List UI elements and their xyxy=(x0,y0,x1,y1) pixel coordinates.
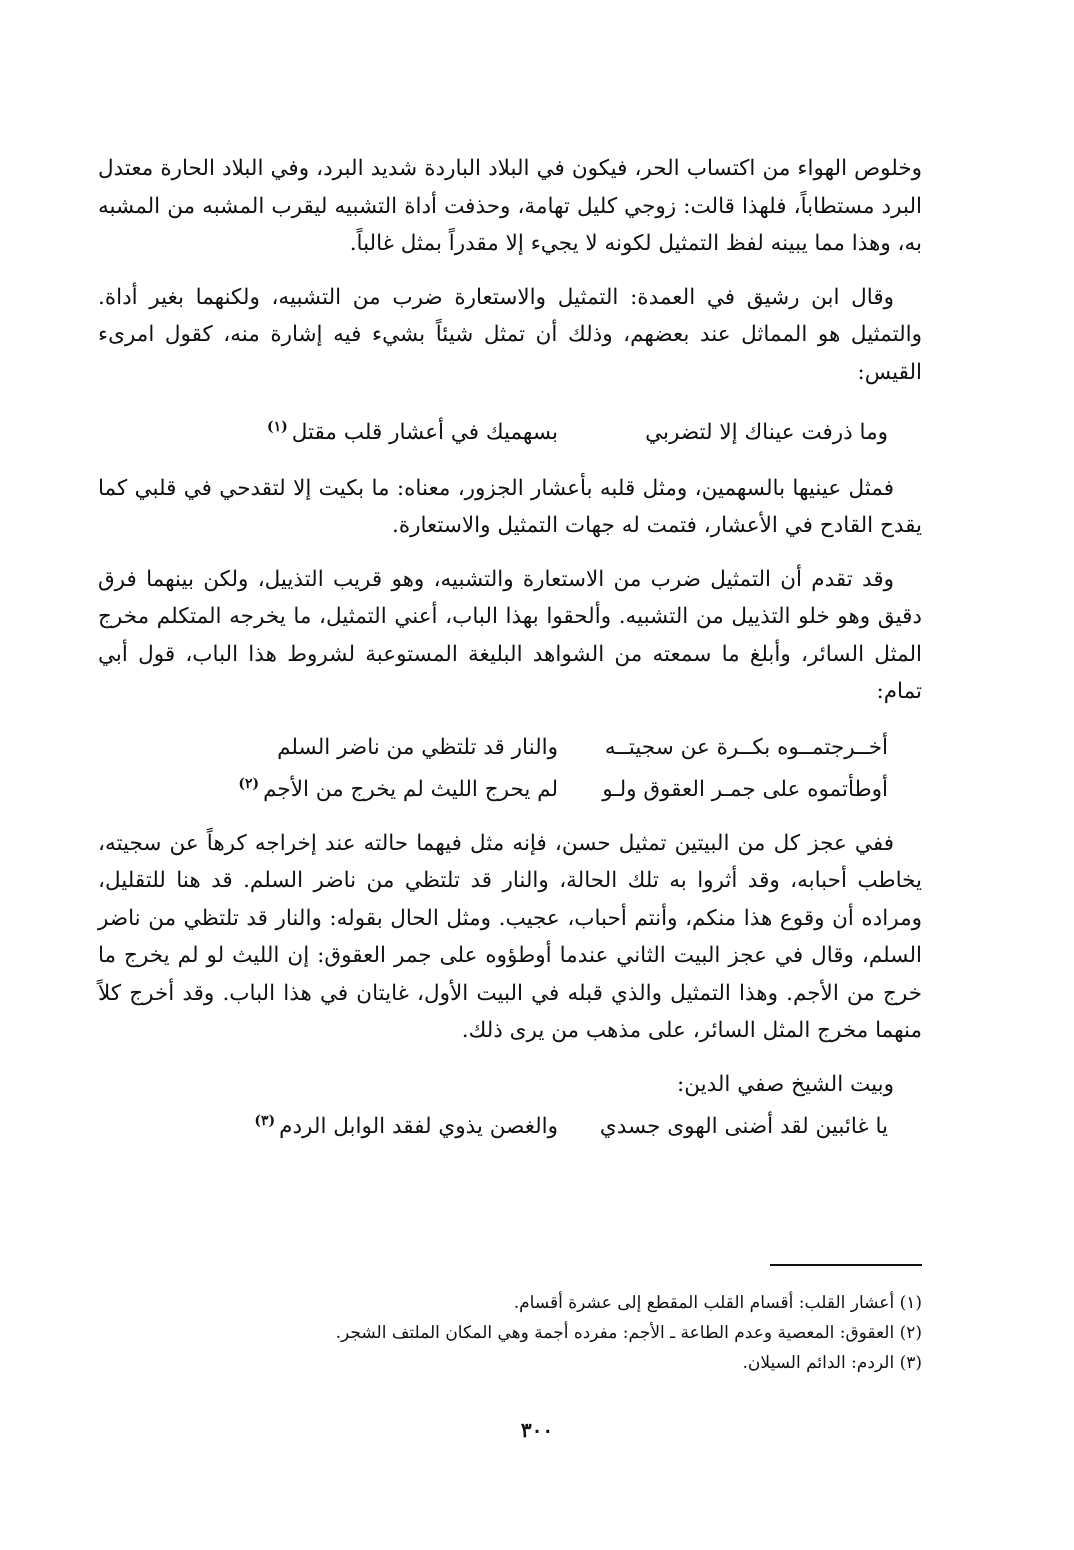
paragraph-4: وقد تقدم أن التمثيل ضرب من الاستعارة والتشبيه، وهو قريب التذييل، ولكن بينهما فرق دقيق وهو خلو التذييل من التشبيه. وألحقوا بهذا الباب، أعني التمثيل، ما يخرجه المتكلم مخرج المثل السائر، وأبلغ ما سمعته من الشواهد البليغة المستوعبة لشروط هذا الباب، قول أبي تمام: xyxy=(98,566,922,704)
verse-1-second-hemistich xyxy=(248,409,558,452)
main-text xyxy=(98,150,922,1146)
footnote-3: (٣) الردم: الدائم السيلان. xyxy=(742,1353,922,1373)
verse-1-second-text: بسهميك في أعشار قلب مقتل xyxy=(291,420,558,445)
verse-line-1 xyxy=(98,409,922,452)
paragraph-5: ففي عجز كل من البيتين تمثيل حسن، فإنه مثل فيهما حالته عند إخراجه كرهاً عن سجيته، يخاطب أحبابه، وقد أثروا به تلك الحالة، والنار قد تلتظي من ناضر السلم. قد هنا للتقليل، ومراده أن وقوع هذا منكم، وأنتم أحباب، عجيب. ومثل الحال بقوله: والنار قد تلتظي من ناضر السلم، وقال في عجز البيت الثاني عندما أوطؤوه على جمر العقوق: إن الليث لو لم يخرج ما خرج من الأجم. وهذا التمثيل والذي قبله في البيت الأول، غايتان في هذا الباب. وقد أخرج كلاً منهما مخرج المثل السائر، على مذهب من يرى ذلك. xyxy=(98,830,922,1043)
paragraph-6: وبيت الشيخ صفي الدين: xyxy=(677,1071,894,1097)
footnote-2: (٢) العقوق: المعصية وعدم الطاعة ـ الأجم: مفرده أجمة وهي المكان الملتف الشجر. xyxy=(335,1323,922,1343)
footnote-marker-2: (٢) xyxy=(238,776,260,792)
verse-3-second-text: لم يحرج الليث لم يخرج من الأجم xyxy=(263,777,558,802)
verse-line-2 xyxy=(98,729,922,767)
paragraph-2: وقال ابن رشيق في العمدة: التمثيل والاستعارة ضرب من التشبيه، ولكنهما بغير أداة. والتمثيل هو المماثل عند بعضهم، وذلك أن تمثل شيئاً بشيء فيه إشارة منه، كقول امرىء القيس: xyxy=(98,284,922,385)
verse-3-second-hemistich xyxy=(238,766,558,809)
footnote-divider xyxy=(770,1264,922,1266)
paragraph-1: وخلوص الهواء من اكتساب الحر، فيكون في البلاد الباردة شديد البرد، وفي البلاد الحارة معتدل البرد مستطاباً، فلهذا قالت: زوجي كليل تهامة، وحذفت أداة التشبيه ليقرب المشبه من المشبه به، وهذا مما يبينه لفظ التمثيل لكونه لا يجيء إلا مقدراً بمثل غالباً. xyxy=(98,156,922,256)
verse-line-3 xyxy=(98,766,922,809)
footnotes xyxy=(98,1288,922,1378)
footnote-marker-1: (١) xyxy=(266,419,288,435)
verse-2-first-hemistich: أخــرجتمــوه بكــرة عن سجيتــه xyxy=(604,734,888,760)
verse-3-first-hemistich: أوطأتموه على جمـر العقوق ولـو xyxy=(602,777,888,802)
verse-4-second-hemistich xyxy=(248,1103,558,1146)
paragraph-3: فمثل عينيها بالسهمين، ومثل قلبه بأعشار الجزور، معناه: ما بكيت إلا لتقدحي في قلبي كما يقدح القادح في الأعشار، فتمت له جهات التمثيل والاستعارة. xyxy=(98,475,922,538)
verse-1-first-hemistich: وما ذرفت عيناك إلا لتضربي xyxy=(645,420,888,445)
verse-2-second-hemistich: والنار قد تلتظي من ناضر السلم xyxy=(277,734,558,760)
verse-4-first-hemistich: يا غائبين لقد أضنى الهوى جسدي xyxy=(599,1114,888,1139)
footnote-marker-3: (٣) xyxy=(254,1113,276,1129)
verse-line-4 xyxy=(98,1103,922,1146)
verse-4-second-text: والغصن يذوي لفقد الوابل الردم xyxy=(279,1114,558,1139)
footnote-1: (١) أعشار القلب: أقسام القلب المقطع إلى عشرة أقسام. xyxy=(513,1293,922,1313)
page-number: ٣٠٠ xyxy=(520,1418,554,1442)
